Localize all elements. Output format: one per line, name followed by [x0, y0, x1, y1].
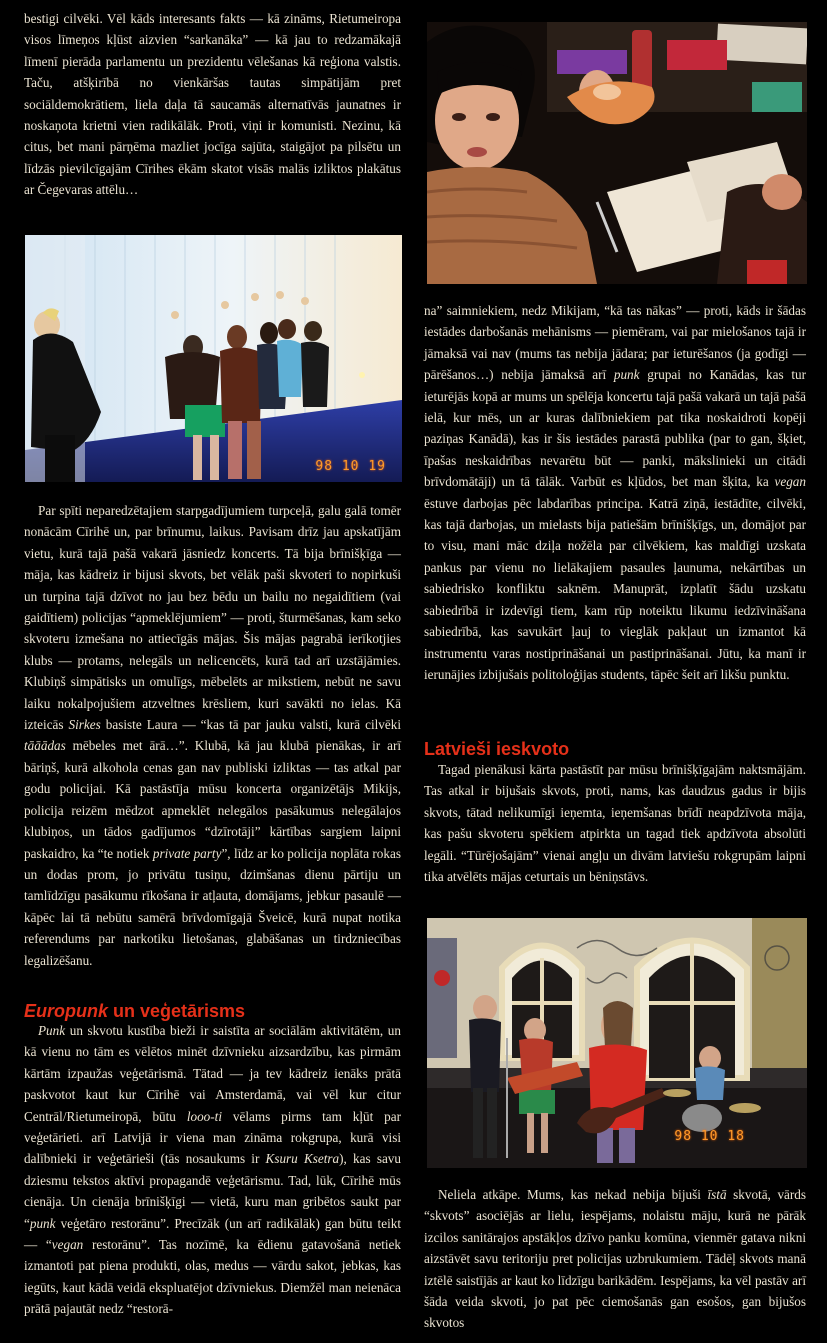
article-text-intro: [24, 8, 401, 201]
photo-club-wall: [25, 235, 402, 482]
article-text-restaurant: [424, 300, 806, 685]
article-text-digression: [424, 1184, 806, 1334]
photo-band-playing-image: [427, 918, 807, 1168]
photo-date-stamp: 98 10 18: [674, 1129, 745, 1144]
section-heading-europunk: Europunk un veģetārisms: [24, 1001, 246, 1021]
left-column: [24, 0, 401, 1343]
right-column: [424, 0, 806, 1343]
photo-band-playing: [427, 918, 807, 1168]
paragraph: Tagad pienākusi kārta pastāstīt par mūsu brīnišķīgajām naktsmājām. Tas atkal ir bijušais skvots, proti, nams, kas daudzus gadus ir bijis skvots, tātad nelikumīgi ieņemta, ieņemšanas brīdī neapdzīvota māja, kas pašu skvoteru spēkiem atpirkta un tagad tiek apdzīvota absolūti legāli. “Tūrējošajām” vienai angļu un divām latviešu rokgrupām laipni tika atvēlēts mājas ceturtais un bēniņstāvs.: [424, 762, 806, 885]
photo-woman-eating: [427, 22, 807, 284]
photo-date-stamp: 98 10 19: [315, 459, 386, 474]
article-text-vegetarianism: [24, 1020, 401, 1320]
paragraph: Neliela atkāpe. Mums, kas nekad nebija bijuši īstā skvotā, vārds “skvots” asociējās ar lielu, iespējams, nolaistu māju, kurā ne pārāk izcilos sanitārajos apstākļos dzīvo panku komūna, vienmēr gatava nikni aizstāvēt savu teritoriju pret policijas uzbrukumiem. Tādēļ skvots manā iztēlē saistījās ar kaut ko līdzīgu barikādēm. Iespējams, ka vēl pastāv arī šāda veida skvoti, jo pat pēc ciemošanās gan esošos, gan bijušos skvotos: [424, 1187, 807, 1331]
photo-woman-eating-image: [427, 22, 807, 284]
section-heading-latviesi: Latvieši ieskvoto: [424, 739, 570, 759]
paragraph: na” saimniekiem, nedz Mikijam, “kā tas nākas” — proti, kāds ir šādas iestādes darbošanās mehānisms — piemēram, vai par mielošanos tajā ir jāmaksā vai nav (mums tas nebija jādara; par ieturēšanos (ja godīgi — pārēšanos…) nebija jāmaksā arī punk grupai no Kanādas, kas tur ieturējās kopā ar mums un spēlēja koncertu tajā pašā vakarā un tajā pašā ielā, kur mēs, un ar kuras dalībniekiem pat tika noskaidroti kopēji paziņas Kanādā), kas ir šis iestādes parastā publika (par to gan, šķiet, īpašas neskaidrības nevarētu būt — panki, mākslinieki un citādi brīvdomātāji) un tā tālāk. Varbūt es kļūdos, bet man šķita, ka vegan ēstuve darbojas pēc labdarības principa. Katrā ziņā, iestādīte, cilvēki, kas tajā darbojas, un mielasts bija patiešām brīnišķīgs, un, domājot par to visu, mani māc dziļa nožēla par cilvēkiem, kas maldīgi uzskata pankus par vienu no lielākajiem pasaules ļaunuma, nekārtības un sabiedrisko konfliktu saknēm. Manuprāt, izplatīt šādu uzskatu sabiedrībā ir izdevīgi tiem, kam rūp noteiktu likumu iedzīvināšana sabiedrībā, kas savukārt ļauj to vieglāk pakļaut un izmantot kā instrumentu varas nostiprināšanai un pastiprināšanai. Jūtu, ka manī ir ierunājies izbijušais politoloģijas students, tāpēc šeit arī likšu punktu.: [424, 303, 806, 682]
article-text-main: [24, 500, 401, 971]
paragraph: Par spīti neparedzētajiem starpgadījumiem turpceļā, galu galā tomēr nonācām Cīrihē un, par brīnumu, laikus. Pavisam drīz jau apskatījām vietu, kurā tajā pašā vakarā jāsniedz koncerts. Tā bija brīnišķīga — māja, kas kādreiz ir bijusi skvots, bet vēlāk paši skvoteri to nopirkuši un turpina tajā dzīvot no jau bez bēdu un bailu no negaidītiem (vai gaidītiem) policijas “apmeklējumiem” — proti, šturmēšanas, kam seko skvoteru izmešana no attiecīgās mājas. Šis mājas pagrabā ierīkotjies klubs — protams, nelegāls un nelicencēts, kurā tad arī uzstājāmies. Klubiņš simpātisks un omulīgs, mēbelēts ar mikstiem, nebūt ne savu laiku nokalpojušiem atzveltnes krēsliem, kuri savākti no ielas. Kā izteicās Sirkes basiste Laura — “kas tā par jauku valsti, kurā cilvēki tāāādas mēbeles met ārā…”. Klubā, kā jau klubā pienākas, ir arī bāriņš, kurā alkohola cenas gan nav publiski izliktas — tas atkal par godu policijai. Kā pastāstīja mūsu koncerta organizētājs Mikijs, policija reizēm mēdzot apmeklēt nelegālos pasākumus nelegālajos klubiņos, un tādos gadījumos “dzīrotāji” kārtības sargiem laipni paskaidro, ka “te notiek private party”, līdz ar ko policija noplāta rokas un dodas prom, jo privātu tusiņu, dzimšanas dienu pārtiju un tamlīdzīgu pasākumu rīkošana ir atļauta, domājams, jebkur pasaulē — kāpēc lai tā nebūtu samērā brīvdomīgajā Šveicē, kurā nupat notika referendums par narkotiku lietošanas, glabāšanas un tirdzniecības legalizēšanu.: [24, 503, 401, 968]
photo-club-wall-image: [25, 235, 402, 482]
article-text-lodging: [424, 759, 806, 887]
paragraph: Punk un skvotu kustība bieži ir saistīta ar sociālām aktivitātēm, un kā vienu no tām es vēlētos minēt dzīvnieku aizsardzību, kas pirmām kārtām izpaužas veģetārismā. Tātad — ja tev kādreiz ienāks prātā paskvotot kaut kur Cīrihē vai Amsterdamā, vai vēl kur citur Centrāl/Rietumeiropā, būtu looo-ti vēlams pirms tam kļūt par veģetārieti. arī Latvijā ir viena man zināma rokgrupa, kurā visi dalībnieki ir veģetārieši (tās nosaukums ir Ksuru Ksetra), kas savu dziesmu tekstos aktīvi propagandē veģetārismu. Tad, lūk, Cīrihē mūs cienāja. Un cienāja brīnišķīgi — vietā, kuru man gribētos saukt par “punk veģetāro restorānu”. Precīzāk (un arī radikālāk) gan būtu teikt — “vegan restorānu”. Tas nozīmē, ka ēdienu gatavošanā netiek izmantoti pat piena produkti, olas, medus — vārdu sakot, jebkas, kas iegūts, kaut kādā veidā ekspluatējot dzīvniekus. Diemžēl man neienāca prātā pajautāt nedz “restorā-: [24, 1023, 402, 1317]
paragraph: bestigi cilvēki. Vēl kāds interesants fakts — kā zināms, Rietumeiropa visos līmeņos kļūst aizvien “sarkanāka” — kā jau to redzamākajā līmenī pierāda parlamentu un prezidentu vēlešanas kā reģiona valstis. Taču, atšķirībā no vienkāršas tautas simpātijām pret sociāldemokrātiem, liela daļa tā saucamās alternatīvās jaunatnes ir noskaņota krietni vien radikālāk. Proti, viņi ir komunisti. Nezinu, kā citus, bet mani pārņēma mazliet jocīga sajūta, staigājot pa pilsētu un līdzās pievilcīgajām Cīrihes ēkām skatot visās malās izliktos plakātus ar Čegevaras attēlu…: [24, 11, 401, 198]
